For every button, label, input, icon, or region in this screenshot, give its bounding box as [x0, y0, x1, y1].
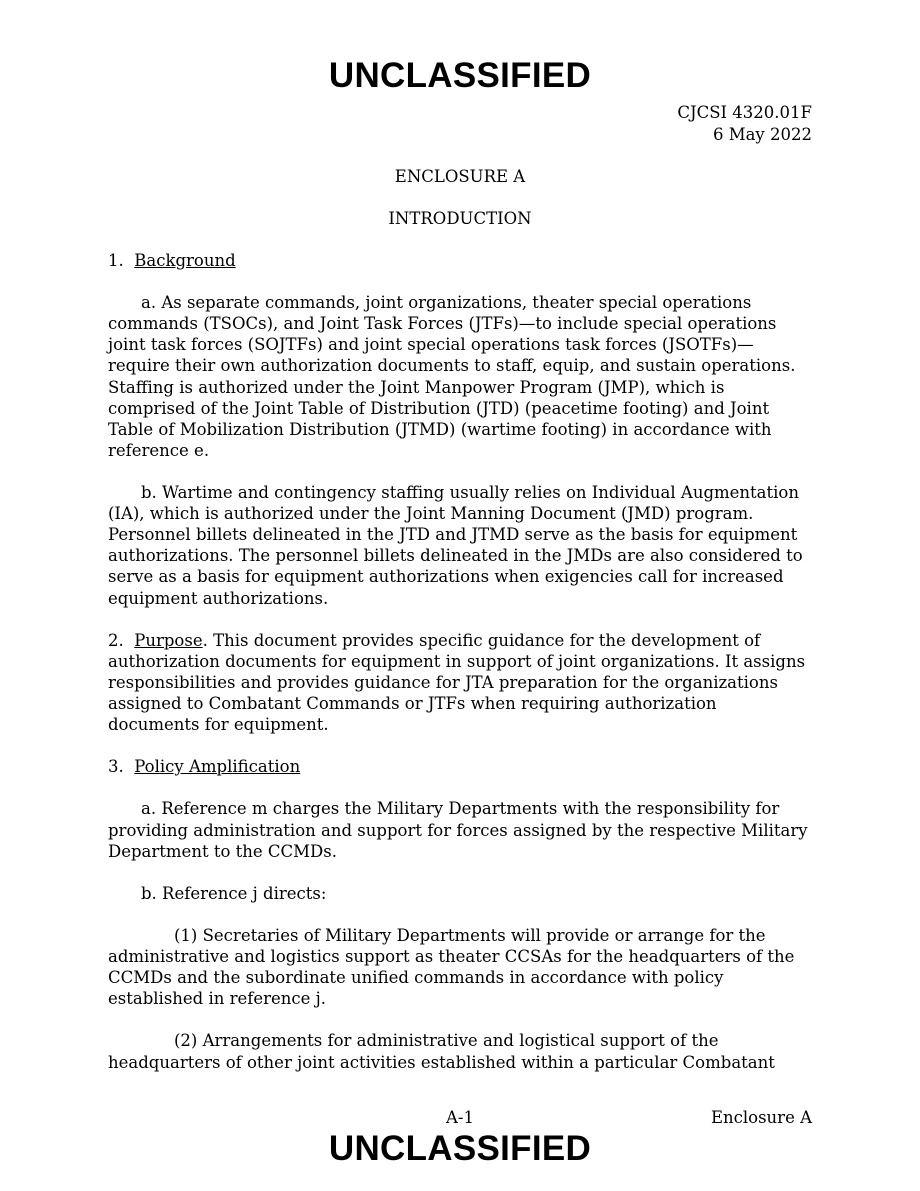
- section-number: 1.: [108, 251, 124, 270]
- enclosure-subtitle: INTRODUCTION: [388, 209, 532, 228]
- section-3-heading: [108, 756, 812, 777]
- section-1-heading: [108, 250, 812, 271]
- enclosure-title: ENCLOSURE A: [394, 167, 526, 186]
- paragraph-3b1: (1) Secretaries of Military Departments will provide or arrange for the administrative and logistics support as theater CCSAs for the headquarters of the CCMDs and the subordinate unified commands in accordance with policy established in reference j.: [108, 926, 795, 1009]
- paragraph-1b: b. Wartime and contingency staffing usually relies on Individual Augmentation (IA), which is authorized under the Joint Manning Document (JMD) program. Personnel billets delineated in the JTD and JTMD serve as the basis for equipment authorizations. The personnel billets delineated in the JMDs are also considered to serve as a basis for equipment authorizations when exigencies call for increased equipment authorizations.: [108, 483, 803, 608]
- section-2-body: . This document provides specific guidance for the development of authorization documents for equipment in support of joint organizations. It assigns responsibilities and provides guidance for JTA preparation for the organizations assigned to Combatant Commands or JTFs when requiring authorization documents for equipment.: [108, 630, 806, 735]
- paragraph-1a: a. As separate commands, joint organizations, theater special operations commands (TSOCs), and Joint Task Forces (JTFs)—to include special operations joint task forces (SOJTFs) and joint special operations task forces (JSOTFs)—require their own authorization documents to staff, equip, and sustain operations. Staffing is authorized under the Joint Manpower Program (JMP), which is comprised of the Joint Table of Distribution (JTD) (peacetime footing) and Joint Table of Mobilization Distribution (JTMD) (wartime footing) in accordance with reference e.: [108, 293, 796, 460]
- section-number: 2.: [108, 630, 124, 650]
- footer-enclosure-label: Enclosure A: [710, 1108, 812, 1127]
- page-number: A-1: [446, 1108, 474, 1127]
- classification-banner-bottom: UNCLASSIFIED: [328, 1129, 592, 1168]
- section-title: Policy Amplification: [134, 757, 301, 777]
- section-number: 3.: [108, 757, 124, 777]
- paragraph-3b2: (2) Arrangements for administrative and logistical support of the headquarters of other joint activities established within a particular Combatant: [108, 1031, 775, 1072]
- document-number: CJCSI 4320.01F: [677, 103, 812, 122]
- section-title: Purpose: [134, 630, 203, 650]
- section-title: Background: [134, 251, 236, 270]
- document-date: 6 May 2022: [712, 124, 812, 144]
- paragraph-3a: a. Reference m charges the Military Departments with the responsibility for providing administration and support for forces assigned by the respective Military Department to the CCMDs.: [108, 799, 808, 861]
- section-2-paragraph: [108, 630, 812, 735]
- document-identifier: [677, 102, 812, 145]
- document-body: [108, 250, 812, 1094]
- paragraph-3b: b. Reference j directs:: [141, 883, 327, 903]
- classification-banner-top: UNCLASSIFIED: [328, 56, 592, 95]
